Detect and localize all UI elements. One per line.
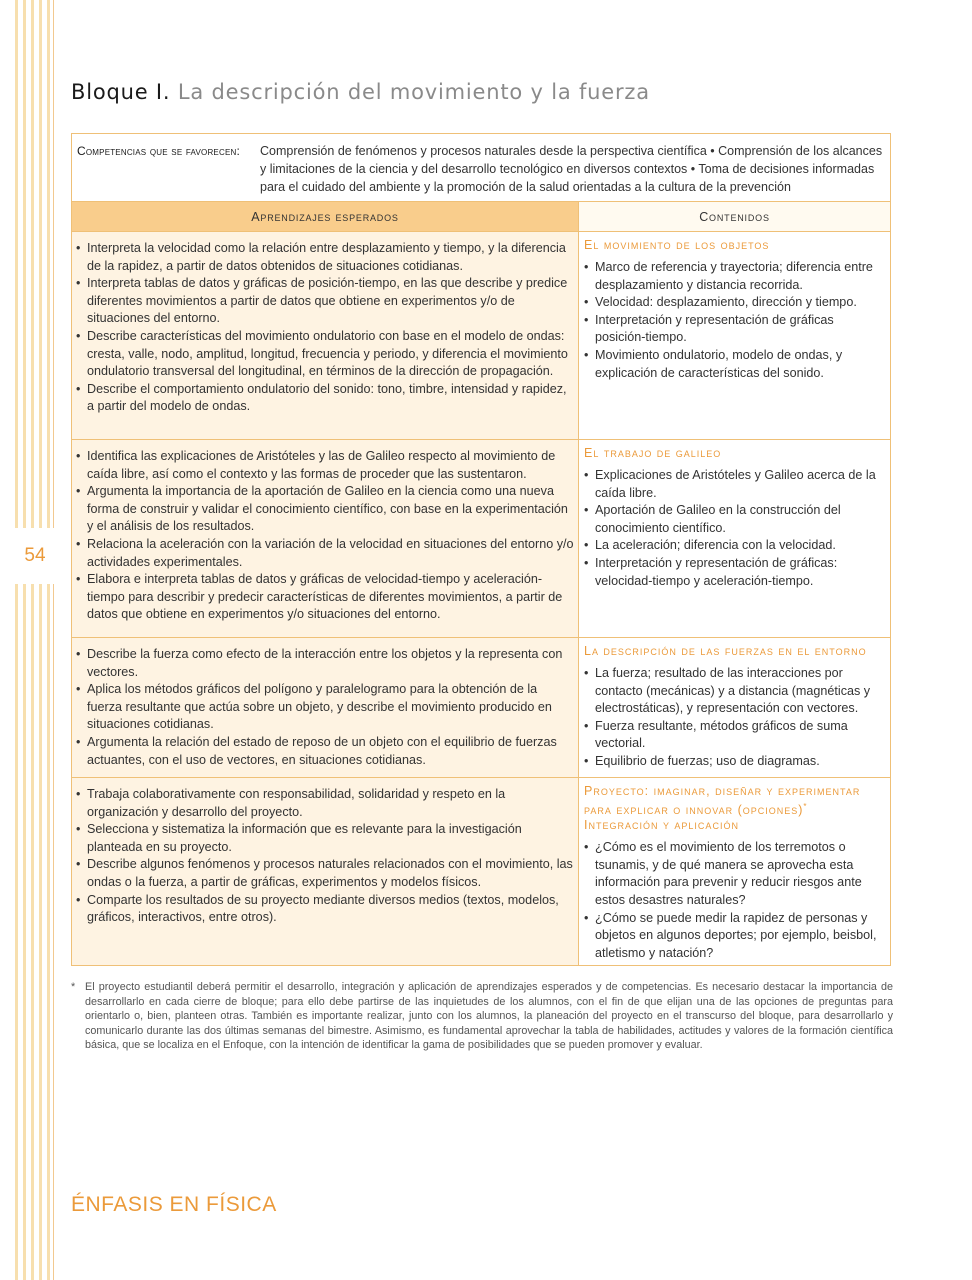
project-subtitle: Integración y aplicación <box>584 818 739 833</box>
aprendizajes-cell <box>72 778 579 965</box>
aprendizajes-cell <box>72 440 579 637</box>
competencias-row <box>72 134 890 202</box>
page-number-box <box>14 528 56 584</box>
footnote-mark: * <box>71 981 76 993</box>
aprendizaje-item: • Relaciona la aceleración con la variación de la velocidad en situaciones del entorno y/o actividades experimentales. <box>76 536 574 571</box>
aprendizaje-item: • Argumenta la importancia de la aportación de Galileo en la ciencia como una nueva forma de construir y validar el conocimiento científico, con base en la experimentación y el análisis de los resultados. <box>76 483 574 536</box>
curriculum-table <box>71 133 891 966</box>
contenido-item: • ¿Cómo es el movimiento de los terremotos o tsunamis, y de qué manera se aprovecha esta información para prevenir y reducir riesgos ante estos desastres naturales? <box>584 839 886 909</box>
contenidos-section-title: El trabajo de galileo <box>584 446 722 460</box>
block-name: La descripción del movimiento y la fuerza <box>177 80 650 104</box>
aprendizajes-cell <box>72 232 579 439</box>
margin-stripe <box>53 0 54 1280</box>
aprendizaje-item: • Comparte los resultados de su proyecto mediante diversos medios (textos, modelos, gráficos, interactivos, entre otros). <box>76 892 574 927</box>
contenido-item: • Fuerza resultante, métodos gráficos de suma vectorial. <box>584 718 886 753</box>
margin-stripe <box>47 0 50 1280</box>
aprendizajes-cell <box>72 638 579 777</box>
aprendizaje-item: • Describe características del movimiento ondulatorio con base en el modelo de ondas: cresta, valle, nodo, amplitud, longitud, frecuencia y periodo, y diferencia el movimiento ondulatorio transversal del longitudinal, en términos de la dirección de propagación. <box>76 328 574 381</box>
table-row <box>72 638 890 778</box>
competencias-text: Comprensión de fenómenos y procesos naturales desde la perspectiva científica • Comprensión de los alcances y limitaciones de la ciencia y del desarrollo tecnológico en diversos contextos • Toma de decisiones informadas para el cuidado del ambiente y la promoción de la salud orientadas a la cultura de la prevención <box>260 144 883 194</box>
page-title <box>71 80 650 104</box>
aprendizajes-header: Aprendizajes esperados <box>72 202 579 231</box>
contenidos-cell <box>579 778 890 965</box>
contenidos-cell <box>579 232 890 439</box>
block-label: Bloque I. <box>71 80 171 104</box>
contenido-item: • Interpretación y representación de gráficas posición-tiempo. <box>584 312 886 347</box>
contenido-item: • La aceleración; diferencia con la velocidad. <box>584 537 886 555</box>
footnote <box>71 980 893 1053</box>
footnote-text: El proyecto estudiantil deberá permitir el desarrollo, integración y aplicación de aprendizajes esperados y de competencias. Es necesario destacar la importancia de desarrollarlo en cada cierre de bloque; para ello debe partirse de las inquietudes de los alumnos, con el fin de que elijan una de las opciones de preguntas para orientarlo o, bien, planteen otras. También es importante realizar, junto con los alumnos, la planeación del proyecto en el transcurso del bloque, para desarrollarlo y comunicarlo durante las dos últimas semanas del bimestre. Asimismo, es fundamental aprovechar la tabla de habilidades, actitudes y valores de la formación científica básica, que se localiza en el Enfoque, con la intención de identificar la gama de posibilidades que se pueden promover y evaluar. <box>85 981 893 1051</box>
table-row <box>72 440 890 638</box>
contenidos-header: Contenidos <box>579 202 890 231</box>
aprendizaje-item: • Describe algunos fenómenos y procesos naturales relacionados con el movimiento, las ondas o la fuerza, a partir de gráficas, experimentos y modelos físicos. <box>76 856 574 891</box>
contenido-item: • Aportación de Galileo en la construcción del conocimiento científico. <box>584 502 886 537</box>
aprendizaje-item: • Interpreta la velocidad como la relación entre desplazamiento y tiempo, y la diferencia de la rapidez, a partir de datos obtenidos de situaciones cotidianas. <box>76 240 574 275</box>
contenido-item: • La fuerza; resultado de las interacciones por contacto (mecánicas) y a distancia (magnéticas y electrostáticas), y representación con vectores. <box>584 665 886 718</box>
contenido-item: • ¿Cómo se puede medir la rapidez de personas y objetos en algunos deportes; por ejemplo, beisbol, atletismo y natación? <box>584 910 886 963</box>
footer-subject: ÉNFASIS EN FÍSICA <box>71 1193 277 1216</box>
aprendizaje-item: • Describe el comportamiento ondulatorio del sonido: tono, timbre, intensidad y rapidez, a partir del modelo de ondas. <box>76 381 574 416</box>
contenidos-cell <box>579 440 890 637</box>
aprendizaje-item: • Selecciona y sistematiza la información que es relevante para la investigación planteada en su proyecto. <box>76 821 574 856</box>
contenidos-cell <box>579 638 890 777</box>
footnote-reference: * <box>803 802 808 811</box>
competencias-label: Competencias que se favorecen: <box>77 144 240 158</box>
aprendizaje-item: • Aplica los métodos gráficos del polígono y paralelogramo para la obtención de la fuerza resultante que actúa sobre un objeto, y describe el movimiento producido en situaciones cotidianas. <box>76 681 574 734</box>
contenido-item: • Velocidad: desplazamiento, dirección y tiempo. <box>584 294 886 312</box>
contenido-item: • Explicaciones de Aristóteles y Galileo acerca de la caída libre. <box>584 467 886 502</box>
margin-stripe <box>39 0 42 1280</box>
contenidos-section-title: La descripción de las fuerzas en el entorno <box>584 644 867 658</box>
page-number: 54 <box>24 545 46 566</box>
aprendizaje-item: • Describe la fuerza como efecto de la interacción entre los objetos y la representa con vectores. <box>76 646 574 681</box>
table-row <box>72 232 890 440</box>
contenido-item: • Marco de referencia y trayectoria; diferencia entre desplazamiento y distancia recorrida. <box>584 259 886 294</box>
aprendizaje-item: • Identifica las explicaciones de Aristóteles y las de Galileo respecto al movimiento de caída libre, así como el contexto y las formas de proceder que las sustentaron. <box>76 448 574 483</box>
table-header-row <box>72 202 890 232</box>
aprendizaje-item: • Argumenta la relación del estado de reposo de un objeto con el equilibrio de fuerzas actuantes, con el uso de vectores, en situaciones cotidianas. <box>76 734 574 769</box>
margin-stripe <box>23 0 26 1280</box>
margin-stripe <box>15 0 18 1280</box>
contenidos-section-title: El movimiento de los objetos <box>584 238 770 252</box>
aprendizaje-item: • Elabora e interpreta tablas de datos y gráficas de velocidad-tiempo y aceleración-tiempo para describir y predecir características de diferentes movimientos, a partir de datos que obtiene en experimentos y/o situaciones del entorno. <box>76 571 574 624</box>
contenido-item: • Equilibrio de fuerzas; uso de diagramas. <box>584 753 886 771</box>
aprendizaje-item: • Trabaja colaborativamente con responsabilidad, solidaridad y respeto en la organización y desarrollo del proyecto. <box>76 786 574 821</box>
contenido-item: • Movimiento ondulatorio, modelo de ondas, y explicación de características del sonido. <box>584 347 886 382</box>
aprendizaje-item: • Interpreta tablas de datos y gráficas de posición-tiempo, en las que describe y predice diferentes movimientos a partir de datos que obtiene en experimentos y/o de situaciones del entorno. <box>76 275 574 328</box>
table-row <box>72 778 890 965</box>
contenidos-section-title <box>584 784 886 833</box>
project-title: Proyecto: imaginar, diseñar y experimentar para explicar o innovar (opciones) <box>584 784 861 818</box>
margin-stripe <box>31 0 34 1280</box>
contenido-item: • Interpretación y representación de gráficas: velocidad-tiempo y aceleración-tiempo. <box>584 555 886 590</box>
